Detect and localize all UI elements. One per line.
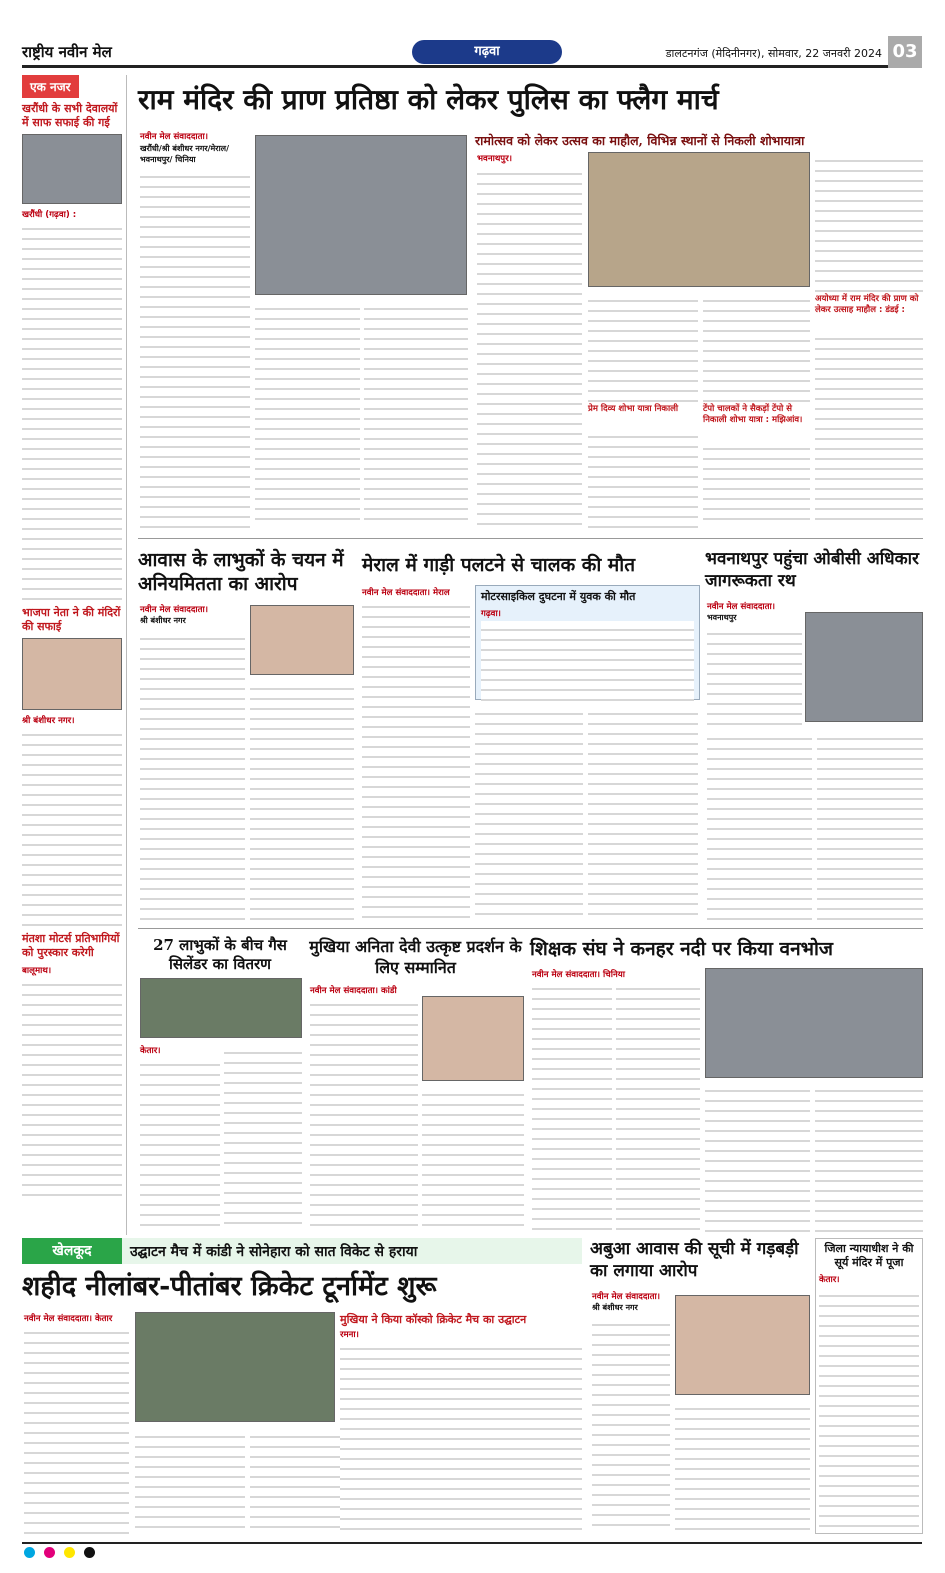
motorcycle-box (475, 585, 700, 700)
meral-body-col1 (362, 598, 470, 920)
sports-kicker: उद्घाटन मैच में कांडी ने सोनेहारा को सात विकेट से हराया (130, 1244, 418, 1260)
awas-photo-portrait (250, 605, 354, 675)
sports-sub-body (340, 1340, 582, 1534)
story1-body (22, 220, 122, 600)
sports-sub-dateline: रमना। (340, 1330, 359, 1340)
mukhiya-byline: नवीन मेल संवाददाता। कांडी (310, 986, 397, 996)
judge-headline: जिला न्यायाधीश ने की सूर्य मंदिर में पूजा (824, 1242, 914, 1269)
meral-headline: मेराल में गाड़ी पलटने से चालक की मौत (362, 554, 636, 576)
awas-body-col1 (140, 630, 245, 920)
mukhiya-body-col1 (310, 996, 418, 1232)
obc-body-col2 (817, 730, 923, 920)
judge-dateline: केतार। (819, 1275, 840, 1285)
awas-place: श्री बंशीधर नगर (140, 616, 186, 625)
shikshak-body-col2 (616, 980, 700, 1232)
shikshak-body-col3 (705, 1082, 810, 1232)
color-swatch-yellow (64, 1547, 75, 1558)
cylinder-photo (140, 978, 302, 1038)
awas-byline: नवीन मेल संवाददाता। (140, 605, 209, 615)
judge-body (819, 1287, 919, 1529)
sports-tag: खेलकूद (22, 1238, 122, 1264)
ramotsav-headline: रामोत्सव को लेकर उत्सव का माहौल, विभिन्न स्थानों से निकली शोभायात्रा (475, 133, 805, 148)
awas-headline: आवास के लाभुकों के चयन में अनियमितता का आरोप (138, 549, 344, 595)
color-swatch-cyan (24, 1547, 35, 1558)
cylinder-body-col2 (224, 1044, 302, 1232)
color-swatch-black (84, 1547, 95, 1558)
obc-byline: नवीन मेल संवाददाता। (707, 602, 776, 612)
motorcycle-dateline: गढ़वा। (481, 609, 501, 619)
masthead: राष्ट्रीय नवीन मेल (22, 43, 112, 61)
sports-headline: शहीद नीलांबर-पीतांबर क्रिकेट टूर्नामेंट शुरू (22, 1271, 437, 1302)
lead-photo-police-march (255, 135, 467, 295)
story1-dateline: खरौंधी (गढ़वा) : (22, 210, 77, 220)
left-news-column (22, 75, 127, 1235)
story2-body (22, 726, 122, 926)
obc-body-col1a (707, 625, 802, 725)
shikshak-body-col1 (532, 980, 612, 1232)
cylinder-dateline: केतार। (140, 1046, 161, 1056)
motorcycle-body-col2 (588, 705, 698, 920)
sports-byline: नवीन मेल संवाददाता। केतार (24, 1314, 113, 1324)
meral-byline: नवीन मेल संवाददाता। मेराल (362, 588, 450, 598)
ramotsav-subhead-2: टेंपो चालकों ने सैकड़ों टेंपो से निकाली शोभा यात्रा : मझिआंव। (703, 404, 803, 425)
color-swatch-magenta (44, 1547, 55, 1558)
story2-headline: भाजपा नेता ने की मंदिरों की सफाई (22, 606, 121, 633)
sports-band (22, 1238, 582, 1264)
abua-photo (675, 1295, 810, 1395)
ramotsav-body-col4b (815, 330, 923, 528)
lead-body-col2 (255, 300, 360, 528)
mukhiya-headline: मुखिया अनिता देवी उत्कृष्ट प्रदर्शन के लिए सम्मानित (309, 937, 522, 977)
shikshak-photo (705, 968, 923, 1078)
page-number: 03 (888, 36, 922, 68)
ramotsav-subhead-3: अयोध्या में राम मंदिर की प्राण को लेकर उत्साह माहौल : डंडई : (815, 294, 919, 315)
dateline: डालटनगंज (मेदिनीनगर), सोमवार, 22 जनवरी 2024 (665, 47, 882, 60)
cylinder-body-col1 (140, 1056, 220, 1232)
sports-subhead: मुखिया ने किया कॉस्को क्रिकेट मैच का उद्घाटन (340, 1313, 527, 1326)
ramotsav-body-col1 (477, 165, 582, 528)
ramotsav-photo (588, 152, 810, 287)
sports-photo (135, 1312, 335, 1422)
abua-body-col1 (592, 1316, 670, 1534)
ek-nazar-tag: एक नजर (22, 75, 79, 98)
obc-headline: भवनाथपुर पहुंचा ओबीसी अधिकार जागरूकता रथ (705, 549, 920, 591)
abua-place: श्री बंशीधर नगर (592, 1303, 638, 1312)
lead-place: खरौंधी/श्री बंशीधर नगर/मेराल/भवनाथपुर/ चिनिया (140, 144, 229, 164)
footer-strip (22, 1542, 922, 1560)
ramotsav-body-col3b (703, 440, 810, 528)
shikshak-headline: शिक्षक संघ ने कनहर नदी पर किया वनभोज (530, 938, 834, 960)
story3-headline: मंतशा मोटर्स प्रतिभागियों को पुरस्कार करेगी (22, 932, 120, 959)
ramotsav-dateline: भवनाथपुर। (477, 154, 512, 164)
judge-box (815, 1238, 923, 1534)
story1-headline: खरौंधी के सभी देवालयों में साफ सफाई की गई (22, 102, 118, 129)
abua-headline: अबुआ आवास की सूची में गड़बड़ी का लगाया आरोप (590, 1239, 799, 1281)
story3-body (22, 976, 122, 1196)
page-header (22, 36, 922, 68)
awas-body-col2 (250, 680, 354, 920)
lead-headline: राम मंदिर की प्राण प्रतिष्ठा को लेकर पुलिस का फ्लैग मार्च (138, 83, 719, 116)
ramotsav-body-col4a (815, 152, 923, 292)
abua-body-col2 (675, 1400, 810, 1534)
mukhiya-body-col2 (422, 1086, 524, 1232)
motorcycle-headline: मोटरसाइकिल दुघटना में युवक की मौत (481, 590, 636, 603)
sports-body-col2 (135, 1428, 245, 1534)
shikshak-body-col4 (815, 1082, 923, 1232)
ramotsav-body-col2b (588, 428, 698, 528)
lead-body-col1 (140, 168, 250, 528)
ramotsav-body-col2a (588, 292, 698, 402)
obc-place: भवनाथपुर (707, 613, 737, 622)
ramotsav-subhead-1: प्रेम दिव्य शोभा यात्रा निकाली (588, 404, 679, 414)
mukhiya-photo (422, 996, 524, 1081)
lead-byline: नवीन मेल संवाददाता। (140, 132, 209, 142)
cylinder-headline: 27 लाभुकों के बीच गैस सिलेंडर का वितरण (153, 936, 287, 973)
obc-body-col1b (707, 730, 812, 920)
abua-byline: नवीन मेल संवाददाता। (592, 1292, 661, 1302)
obc-photo (805, 612, 923, 722)
lead-body-col3 (364, 300, 468, 528)
sports-body-col1 (24, 1324, 129, 1534)
section-pill: गढ़वा (412, 40, 562, 64)
motorcycle-body (481, 621, 694, 701)
shikshak-byline: नवीन मेल संवाददाता। चिनिया (532, 970, 625, 980)
story2-dateline: श्री बंशीधर नगर। (22, 716, 75, 726)
ramotsav-body-col3a (703, 292, 810, 402)
story3-dateline: बालूमाथ। (22, 966, 52, 976)
story1-photo (22, 134, 122, 204)
meral-body-col2 (475, 705, 583, 920)
story2-photo (22, 638, 122, 710)
